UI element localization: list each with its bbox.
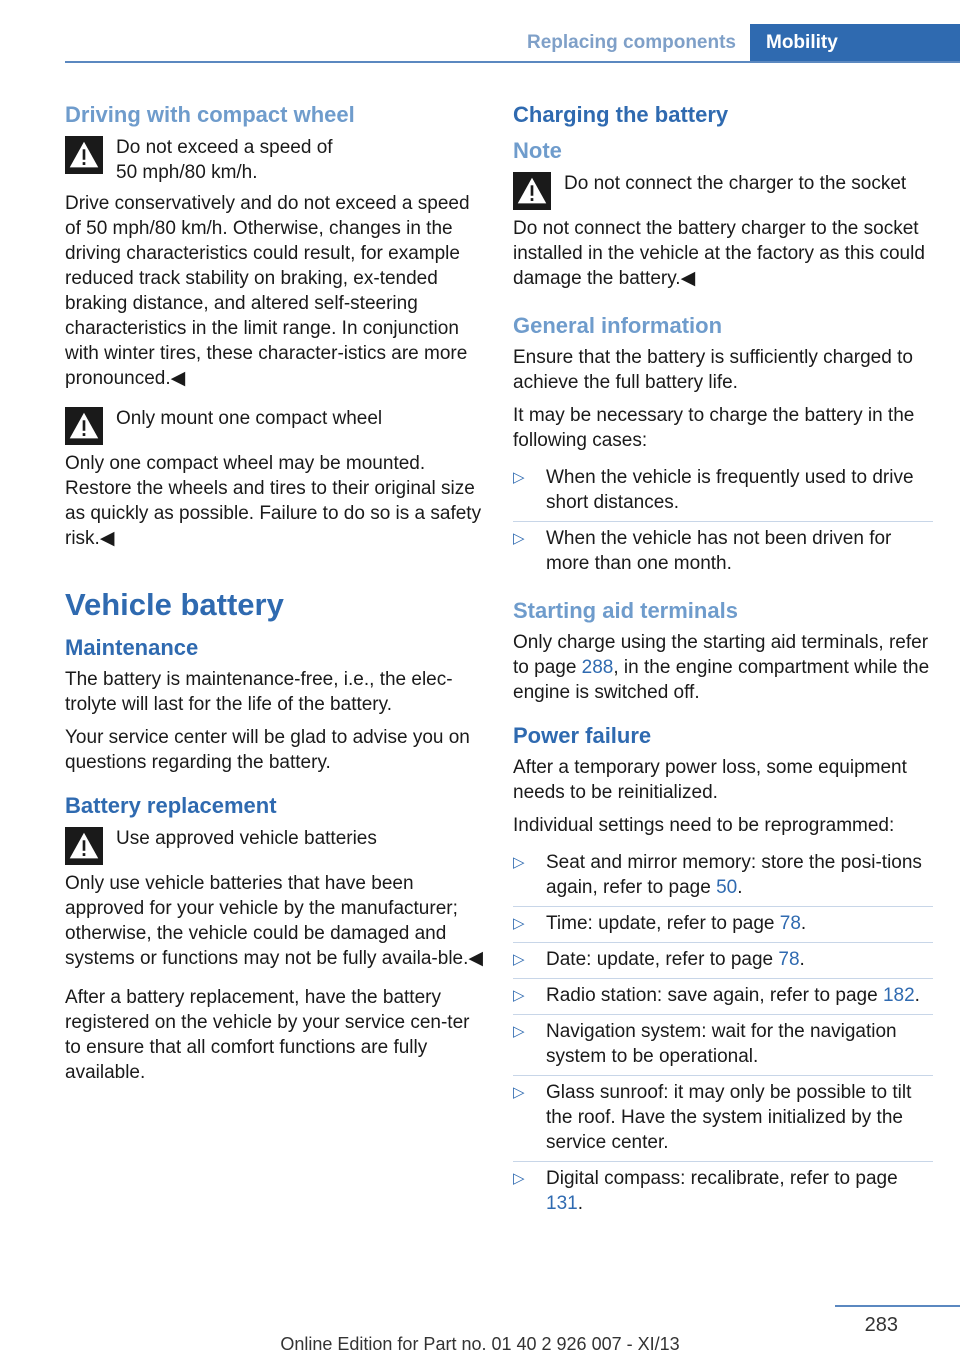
triangle-bullet-icon: ▷: [513, 1170, 525, 1187]
list-item-text: Radio station: save again, refer to page 182.: [546, 985, 920, 1006]
list-item: [513, 846, 933, 907]
list-item-text: Time: update, refer to page 78.: [546, 913, 807, 934]
page-link[interactable]: 50: [716, 877, 738, 898]
warning-triangle-icon: [513, 172, 551, 210]
right-column: [513, 100, 933, 1230]
header-chapter-tab: Mobility: [750, 24, 960, 62]
triangle-bullet-icon: ▷: [513, 469, 525, 486]
list-item: [513, 1015, 933, 1076]
list-item: [513, 522, 933, 582]
note-heading: Note: [513, 138, 562, 163]
warning-body: Do not connect the battery charger to the socket installed in the vehicle at the factory as this could damage the battery.◀: [513, 218, 925, 289]
list-item: [513, 943, 933, 979]
warning-title: Only mount one compact wheel: [116, 408, 383, 429]
list-item-text: Digital compass: recalibrate, refer to page 131.: [546, 1168, 898, 1214]
left-column: [65, 100, 483, 1093]
maintenance-paragraph: Your service center will be glad to advise you on questions regarding the battery.: [65, 727, 470, 773]
starting-aid-heading: Starting aid terminals: [513, 598, 738, 623]
replacement-paragraph: After a battery replacement, have the battery registered on the vehicle by your service cen-ter to ensure that all comfort functions are fully available.: [65, 987, 470, 1083]
list-item: [513, 979, 933, 1015]
list-item-text: Seat and mirror memory: store the posi-tions again, refer to page 50.: [546, 852, 922, 898]
warning-body: Only use vehicle batteries that have been approved for your vehicle by the manufacturer; otherwise, the vehicle could be damaged and systems or functions may not be fully availa-ble.◀: [65, 873, 484, 969]
warning-title: Do not connect the charger to the socket: [564, 173, 907, 194]
triangle-bullet-icon: ▷: [513, 530, 525, 547]
general-paragraph: It may be necessary to charge the battery in the following cases:: [513, 405, 915, 451]
charging-cases-list: [513, 461, 933, 582]
power-failure-heading: Power failure: [513, 723, 652, 748]
page-link[interactable]: 78: [778, 949, 800, 970]
list-item-text: When the vehicle is frequently used to drive short distances.: [546, 467, 914, 513]
warning-title: Use approved vehicle batteries: [116, 828, 377, 849]
page-number: 283: [864, 1314, 898, 1336]
maintenance-heading: Maintenance: [65, 635, 199, 660]
vehicle-battery-heading: Vehicle battery: [65, 587, 284, 622]
list-item-text: Navigation system: wait for the navigation system to be operational.: [546, 1021, 897, 1067]
triangle-bullet-icon: ▷: [513, 951, 525, 968]
list-item-text: When the vehicle has not been driven for more than one month.: [546, 528, 892, 574]
warning-triangle-icon: [65, 136, 103, 174]
power-paragraph: Individual settings need to be reprogrammed:: [513, 815, 895, 836]
warning-approved-batteries: [65, 825, 483, 971]
triangle-bullet-icon: ▷: [513, 987, 525, 1004]
reprogram-list: [513, 846, 933, 1222]
list-item: [513, 907, 933, 943]
list-item: [513, 1162, 933, 1222]
warning-charger-socket: [513, 170, 933, 291]
warning-body: Only one compact wheel may be mounted. Restore the wheels and tires to their original size as quickly as possible. Failure to do so is a safety risk.◀: [65, 453, 482, 549]
general-information-heading: General information: [513, 313, 723, 338]
warning-speed: [65, 134, 483, 391]
footer-edition: Online Edition for Part no. 01 40 2 926 007 - XI/13: [280, 1334, 680, 1354]
page-link[interactable]: 131: [546, 1193, 578, 1214]
list-item: [513, 1076, 933, 1162]
list-item-text: Date: update, refer to page 78.: [546, 949, 805, 970]
triangle-bullet-icon: ▷: [513, 1084, 525, 1101]
maintenance-paragraph: The battery is maintenance-free, i.e., the elec-trolyte will last for the life of the battery.: [65, 669, 453, 715]
warning-one-compact-wheel: [65, 405, 483, 551]
charging-battery-heading: Charging the battery: [513, 102, 729, 127]
page-link[interactable]: 78: [779, 913, 801, 934]
warning-triangle-icon: [65, 407, 103, 445]
compact-wheel-heading: Driving with compact wheel: [65, 102, 355, 127]
list-item-text: Glass sunroof: it may only be possible to tilt the roof. Have the system initialized by the service center.: [546, 1082, 912, 1153]
footer-rule: [835, 1305, 960, 1307]
warning-body: Drive conservatively and do not exceed a speed of 50 mph/80 km/h. Otherwise, changes in the driving characteristics could result, for example reduced track stability on braking, ex-tended braking distance, and altered self-steering characteristics in the limit range. In conjunction with winter tires, these character-istics are more pronounced.◀: [65, 193, 470, 389]
starting-aid-paragraph: Only charge using the starting aid terminals, refer to page 288, in the engine compartment while the engine is switched off.: [513, 632, 930, 703]
list-item: [513, 461, 933, 522]
general-paragraph: Ensure that the battery is sufficiently charged to achieve the full battery life.: [513, 347, 913, 393]
header-rule: [65, 61, 960, 63]
header-section-title: Replacing components: [526, 32, 736, 53]
warning-title: Do not exceed a speed of 50 mph/80 km/h.: [116, 137, 333, 183]
page-header: [513, 24, 960, 62]
battery-replacement-heading: Battery replacement: [65, 793, 277, 818]
page-link[interactable]: 288: [581, 657, 614, 678]
warning-triangle-icon: [65, 827, 103, 865]
triangle-bullet-icon: ▷: [513, 915, 525, 932]
page-link[interactable]: 182: [882, 985, 915, 1006]
triangle-bullet-icon: ▷: [513, 1023, 525, 1040]
power-paragraph: After a temporary power loss, some equipment needs to be reinitialized.: [513, 757, 907, 803]
triangle-bullet-icon: ▷: [513, 854, 525, 871]
